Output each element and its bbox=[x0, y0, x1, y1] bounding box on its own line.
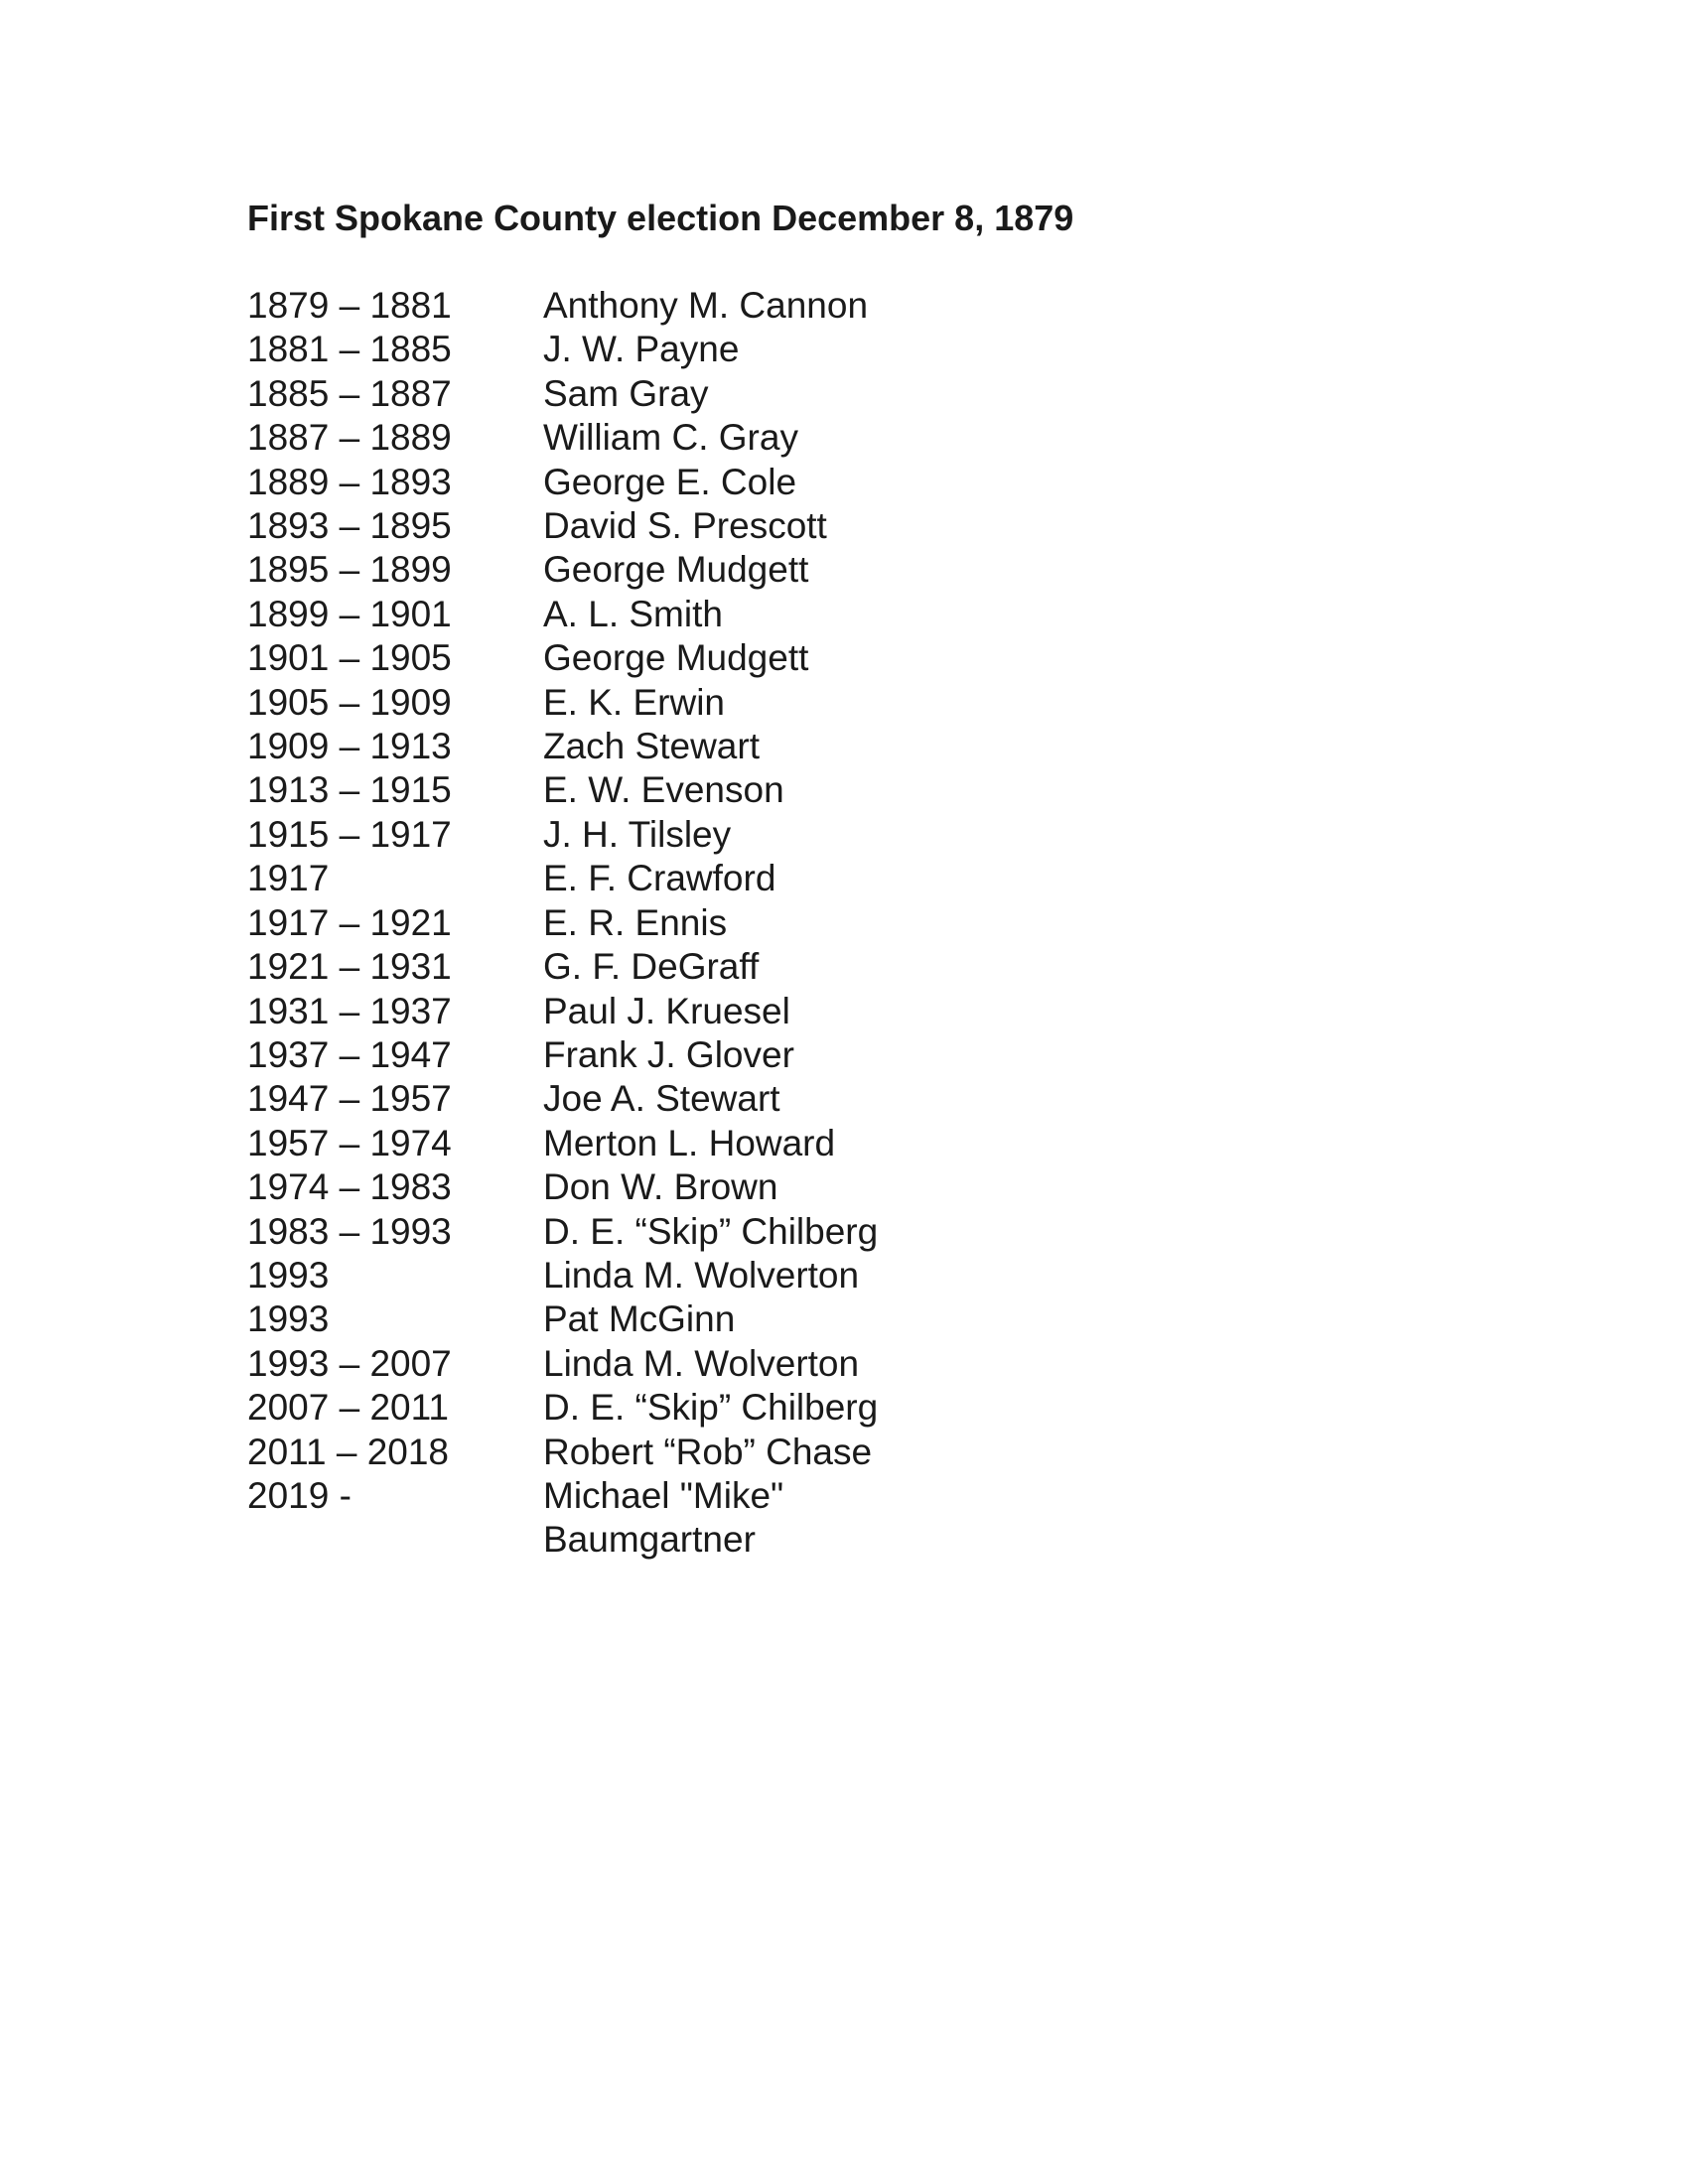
officeholder-name: A. L. Smith bbox=[543, 593, 723, 634]
term-years: 2007 – 2011 bbox=[247, 1387, 450, 1429]
officeholder-name: Joe A. Stewart bbox=[543, 1078, 780, 1120]
term-years: 1895 – 1899 bbox=[247, 549, 452, 591]
list-item bbox=[247, 328, 1439, 371]
officeholder-list bbox=[247, 284, 1439, 1563]
officeholder-name: Merton L. Howard bbox=[543, 1122, 836, 1163]
officeholder-name: Frank J. Glover bbox=[543, 1033, 794, 1075]
officeholder-name: William C. Gray bbox=[543, 417, 798, 459]
term-years: 1974 – 1983 bbox=[247, 1166, 452, 1208]
term-years: 1893 – 1895 bbox=[247, 505, 452, 547]
list-item bbox=[247, 284, 1439, 328]
document-title: First Spokane County election December 8, 1879 bbox=[247, 198, 1074, 238]
officeholder-name: Michael "Mike" Baumgartner bbox=[543, 1474, 784, 1561]
list-item bbox=[247, 681, 1439, 725]
list-item bbox=[247, 1210, 1439, 1254]
officeholder-name: Linda M. Wolverton bbox=[543, 1342, 860, 1384]
document-page bbox=[247, 195, 1439, 1563]
term-years: 1921 – 1931 bbox=[247, 946, 452, 988]
term-years: 1931 – 1937 bbox=[247, 990, 452, 1031]
list-item bbox=[247, 945, 1439, 989]
officeholder-name: George Mudgett bbox=[543, 549, 809, 591]
term-years: 1917 bbox=[247, 858, 330, 899]
officeholder-name: E. K. Erwin bbox=[543, 681, 725, 723]
list-item bbox=[247, 857, 1439, 900]
officeholder-name: Don W. Brown bbox=[543, 1166, 778, 1208]
officeholder-name: E. F. Crawford bbox=[543, 858, 776, 899]
list-item bbox=[247, 372, 1439, 416]
officeholder-name: E. R. Ennis bbox=[543, 901, 728, 943]
list-item bbox=[247, 593, 1439, 636]
list-item bbox=[247, 1431, 1439, 1474]
term-years: 2011 – 2018 bbox=[247, 1431, 450, 1472]
term-years: 1909 – 1913 bbox=[247, 726, 452, 767]
officeholder-name: J. W. Payne bbox=[543, 329, 740, 370]
officeholder-name: Pat McGinn bbox=[543, 1298, 736, 1340]
term-years: 1905 – 1909 bbox=[247, 681, 452, 723]
term-years: 1993 bbox=[247, 1254, 330, 1296]
term-years: 1917 – 1921 bbox=[247, 901, 452, 943]
officeholder-name: G. F. DeGraff bbox=[543, 946, 760, 988]
term-years: 1937 – 1947 bbox=[247, 1033, 452, 1075]
list-item bbox=[247, 636, 1439, 680]
term-years: 1879 – 1881 bbox=[247, 285, 452, 326]
term-years: 1885 – 1887 bbox=[247, 372, 452, 414]
officeholder-name: J. H. Tilsley bbox=[543, 813, 732, 855]
list-item bbox=[247, 1122, 1439, 1165]
term-years: 1901 – 1905 bbox=[247, 637, 452, 679]
list-item bbox=[247, 416, 1439, 460]
term-years: 1913 – 1915 bbox=[247, 769, 452, 811]
list-item bbox=[247, 1033, 1439, 1077]
officeholder-name: D. E. “Skip” Chilberg bbox=[543, 1210, 879, 1252]
officeholder-name: George E. Cole bbox=[543, 461, 797, 502]
list-item bbox=[247, 1254, 1439, 1297]
term-years: 1915 – 1917 bbox=[247, 813, 452, 855]
list-item bbox=[247, 813, 1439, 857]
term-years: 1993 bbox=[247, 1298, 330, 1340]
officeholder-name: Sam Gray bbox=[543, 372, 709, 414]
term-years: 2019 - bbox=[247, 1474, 352, 1516]
list-item bbox=[247, 548, 1439, 592]
term-years: 1899 – 1901 bbox=[247, 593, 452, 634]
term-years: 1889 – 1893 bbox=[247, 461, 452, 502]
officeholder-name: D. E. “Skip” Chilberg bbox=[543, 1387, 879, 1429]
list-item bbox=[247, 901, 1439, 945]
term-years: 1993 – 2007 bbox=[247, 1342, 452, 1384]
list-item bbox=[247, 1474, 1439, 1563]
officeholder-name: Zach Stewart bbox=[543, 726, 760, 767]
list-item bbox=[247, 1342, 1439, 1386]
list-item bbox=[247, 725, 1439, 768]
officeholder-name: George Mudgett bbox=[543, 637, 809, 679]
list-item bbox=[247, 1386, 1439, 1430]
officeholder-name: Paul J. Kruesel bbox=[543, 990, 790, 1031]
officeholder-name: E. W. Evenson bbox=[543, 769, 784, 811]
officeholder-name: Robert “Rob” Chase bbox=[543, 1431, 873, 1472]
term-years: 1983 – 1993 bbox=[247, 1210, 452, 1252]
officeholder-name: David S. Prescott bbox=[543, 505, 827, 547]
term-years: 1957 – 1974 bbox=[247, 1122, 452, 1163]
term-years: 1881 – 1885 bbox=[247, 329, 452, 370]
list-item bbox=[247, 1077, 1439, 1121]
list-item bbox=[247, 768, 1439, 812]
term-years: 1887 – 1889 bbox=[247, 417, 452, 459]
officeholder-name: Anthony M. Cannon bbox=[543, 285, 869, 326]
term-years: 1947 – 1957 bbox=[247, 1078, 452, 1120]
list-item bbox=[247, 1165, 1439, 1209]
officeholder-name: Linda M. Wolverton bbox=[543, 1254, 860, 1296]
list-item bbox=[247, 1297, 1439, 1341]
list-item bbox=[247, 461, 1439, 504]
list-item bbox=[247, 504, 1439, 548]
list-item bbox=[247, 990, 1439, 1033]
